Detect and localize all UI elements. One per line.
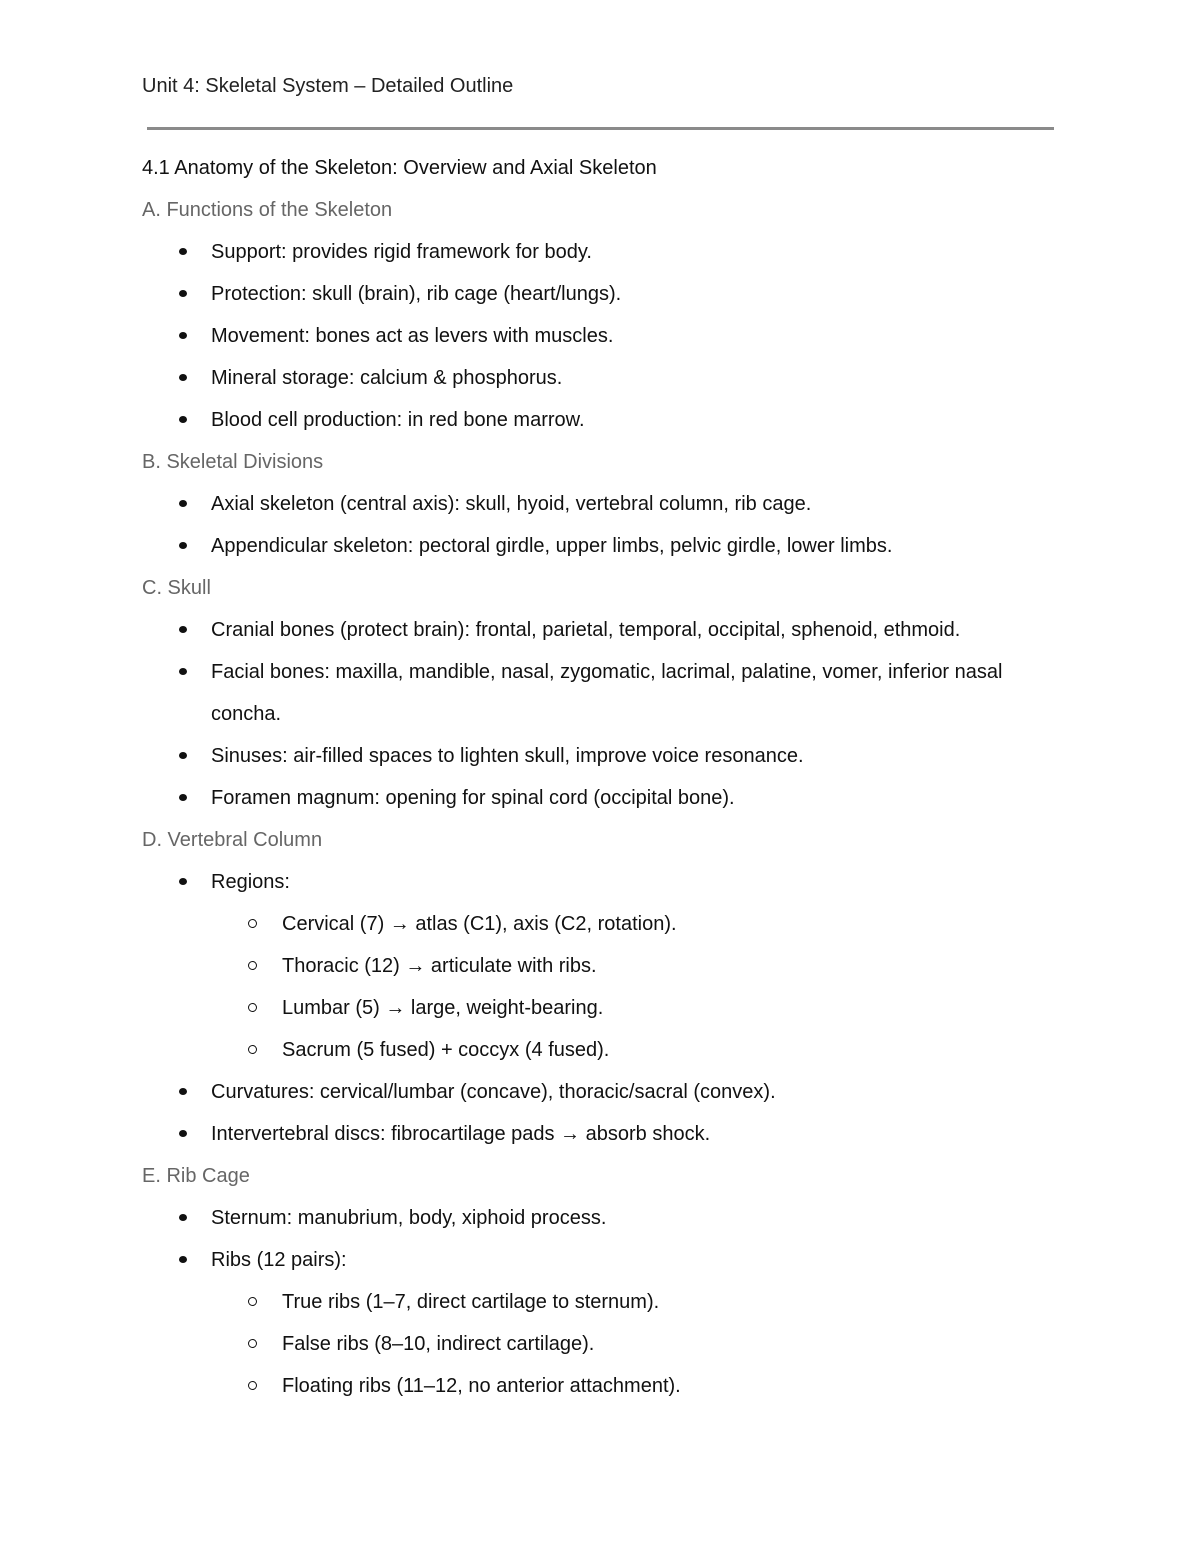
sublist-item: Thoracic (12) → articulate with ribs. [211,945,1092,987]
bullet-icon [179,1214,187,1221]
title-divider [147,127,1054,130]
list-item: Foramen magnum: opening for spinal cord (occipital bone). [142,777,1092,819]
list-item: Ribs (12 pairs): True ribs (1–7, direct cartilage to sternum). False ribs (8–10, indirect cartilage). Floating ribs (11–12, no anterior attachment). [142,1239,1092,1407]
hollow-bullet-icon [248,961,257,970]
heading-skeletal-divisions: B. Skeletal Divisions [142,451,324,473]
sublist-item: Floating ribs (11–12, no anterior attachment). [211,1365,1092,1407]
ribs-sublist [211,1281,1092,1407]
section-title: 4.1 Anatomy of the Skeleton: Overview and Axial Skeleton [142,157,657,179]
heading-rib-cage: E. Rib Cage [142,1165,250,1187]
list-item: Intervertebral discs: fibrocartilage pads → absorb shock. [142,1113,1092,1155]
list-item: Support: provides rigid framework for body. [142,231,1092,273]
bullet-icon [179,878,187,885]
list-item: Blood cell production: in red bone marrow. [142,399,1092,441]
hollow-bullet-icon [248,1003,257,1012]
list-item: Sinuses: air-filled spaces to lighten skull, improve voice resonance. [142,735,1092,777]
bullet-icon [179,626,187,633]
list-item: Cranial bones (protect brain): frontal, parietal, temporal, occipital, sphenoid, ethmoid. [142,609,1092,651]
divisions-list [142,483,1092,567]
sublist-item: True ribs (1–7, direct cartilage to sternum). [211,1281,1092,1323]
bullet-icon [179,332,187,339]
bullet-icon [179,290,187,297]
list-item: Protection: skull (brain), rib cage (heart/lungs). [142,273,1092,315]
document-title: Unit 4: Skeletal System – Detailed Outline [142,75,514,97]
functions-list [142,231,1092,441]
bullet-icon [179,374,187,381]
heading-functions: A. Functions of the Skeleton [142,199,393,221]
vertebral-list [142,861,1092,1155]
document-content [142,147,1092,1407]
bullet-icon [179,1130,187,1137]
sublist-item: Lumbar (5) → large, weight-bearing. [211,987,1092,1029]
sublist-item: Cervical (7) → atlas (C1), axis (C2, rotation). [211,903,1092,945]
bullet-icon [179,416,187,423]
skull-list [142,609,1092,819]
bullet-icon [179,668,187,675]
list-item: Movement: bones act as levers with muscles. [142,315,1092,357]
rib-cage-list [142,1197,1092,1407]
bullet-icon [179,752,187,759]
hollow-bullet-icon [248,1045,257,1054]
bullet-icon [179,248,187,255]
list-item: Sternum: manubrium, body, xiphoid process. [142,1197,1092,1239]
bullet-icon [179,500,187,507]
bullet-icon [179,794,187,801]
bullet-icon [179,1256,187,1263]
sublist-item: Sacrum (5 fused) + coccyx (4 fused). [211,1029,1092,1071]
hollow-bullet-icon [248,919,257,928]
list-item: Regions: Cervical (7) → atlas (C1), axis (C2, rotation). Thoracic (12) → articulate with ribs. Lumbar (5) → large, weight-bearing. Sacrum (5 fused) + coccyx (4 fused). [142,861,1092,1071]
list-item: Curvatures: cervical/lumbar (concave), thoracic/sacral (convex). [142,1071,1092,1113]
regions-sublist [211,903,1092,1071]
hollow-bullet-icon [248,1297,257,1306]
list-item: Mineral storage: calcium & phosphorus. [142,357,1092,399]
bullet-icon [179,542,187,549]
sublist-item: False ribs (8–10, indirect cartilage). [211,1323,1092,1365]
hollow-bullet-icon [248,1339,257,1348]
list-item: Appendicular skeleton: pectoral girdle, upper limbs, pelvic girdle, lower limbs. [142,525,1092,567]
heading-vertebral-column: D. Vertebral Column [142,829,323,851]
bullet-icon [179,1088,187,1095]
heading-skull: C. Skull [142,577,211,599]
list-item: Facial bones: maxilla, mandible, nasal, zygomatic, lacrimal, palatine, vomer, inferior nasal concha. [142,651,1092,735]
hollow-bullet-icon [248,1381,257,1390]
list-item: Axial skeleton (central axis): skull, hyoid, vertebral column, rib cage. [142,483,1092,525]
